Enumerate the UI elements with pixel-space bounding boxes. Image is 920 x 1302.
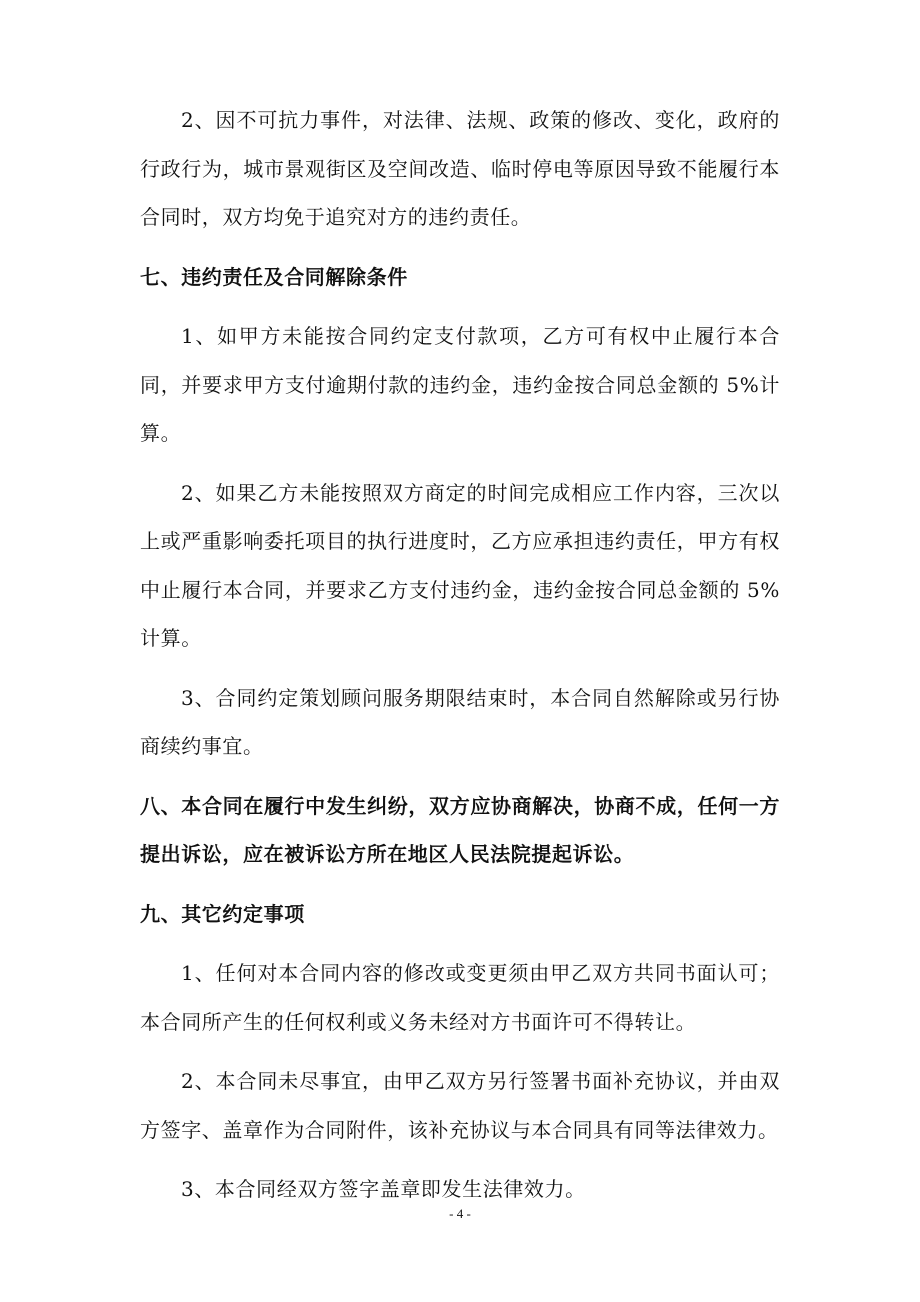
section-heading-9-other-matters: 九、其它约定事项 (140, 901, 305, 926)
page-number: - 4 - (449, 1206, 471, 1221)
clause-7-3-term-end: 3、合同约定策划顾问服务期限结束时，本合同自然解除或另行协商续约事宜。 (140, 685, 780, 758)
clause-9-1-amendments: 1、任何对本合同内容的修改或变更须由甲乙双方共同书面认可；本合同所产生的任何权利或义务未经对方书面许可不得转让。 (140, 961, 780, 1034)
clause-6-2-force-majeure: 2、因不可抗力事件，对法律、法规、政策的修改、变化，政府的行政行为，城市景观街区及空间改造、临时停电等原因导致不能履行本合同时，双方均免于追究对方的违约责任。 (140, 108, 780, 229)
section-heading-8-disputes: 八、本合同在履行中发生纠纷，双方应协商解决，协商不成，任何一方提出诉讼，应在被诉讼方所在地区人民法院提起诉讼。 (140, 793, 780, 866)
clause-9-2-supplementary-agreement: 2、本合同未尽事宜，由甲乙双方另行签署书面补充协议，并由双方签字、盖章作为合同附件，该补充协议与本合同具有同等法律效力。 (140, 1069, 780, 1142)
clause-9-3-effectiveness: 3、本合同经双方签字盖章即发生法律效力。 (181, 1177, 586, 1201)
document-body (140, 96, 780, 1225)
section-heading-7-breach-termination: 七、违约责任及合同解除条件 (140, 264, 408, 289)
clause-7-2-party-b-delay: 2、如果乙方未能按照双方商定的时间完成相应工作内容，三次以上或严重影响委托项目的执行进度时，乙方应承担违约责任，甲方有权中止履行本合同，并要求乙方支付违约金，违约金按合同总金额的 5%计算。 (140, 480, 780, 650)
clause-7-1-party-a-payment: 1、如甲方未能按合同约定支付款项，乙方可有权中止履行本合同，并要求甲方支付逾期付款的违约金，违约金按合同总金额的 5%计算。 (140, 324, 780, 445)
